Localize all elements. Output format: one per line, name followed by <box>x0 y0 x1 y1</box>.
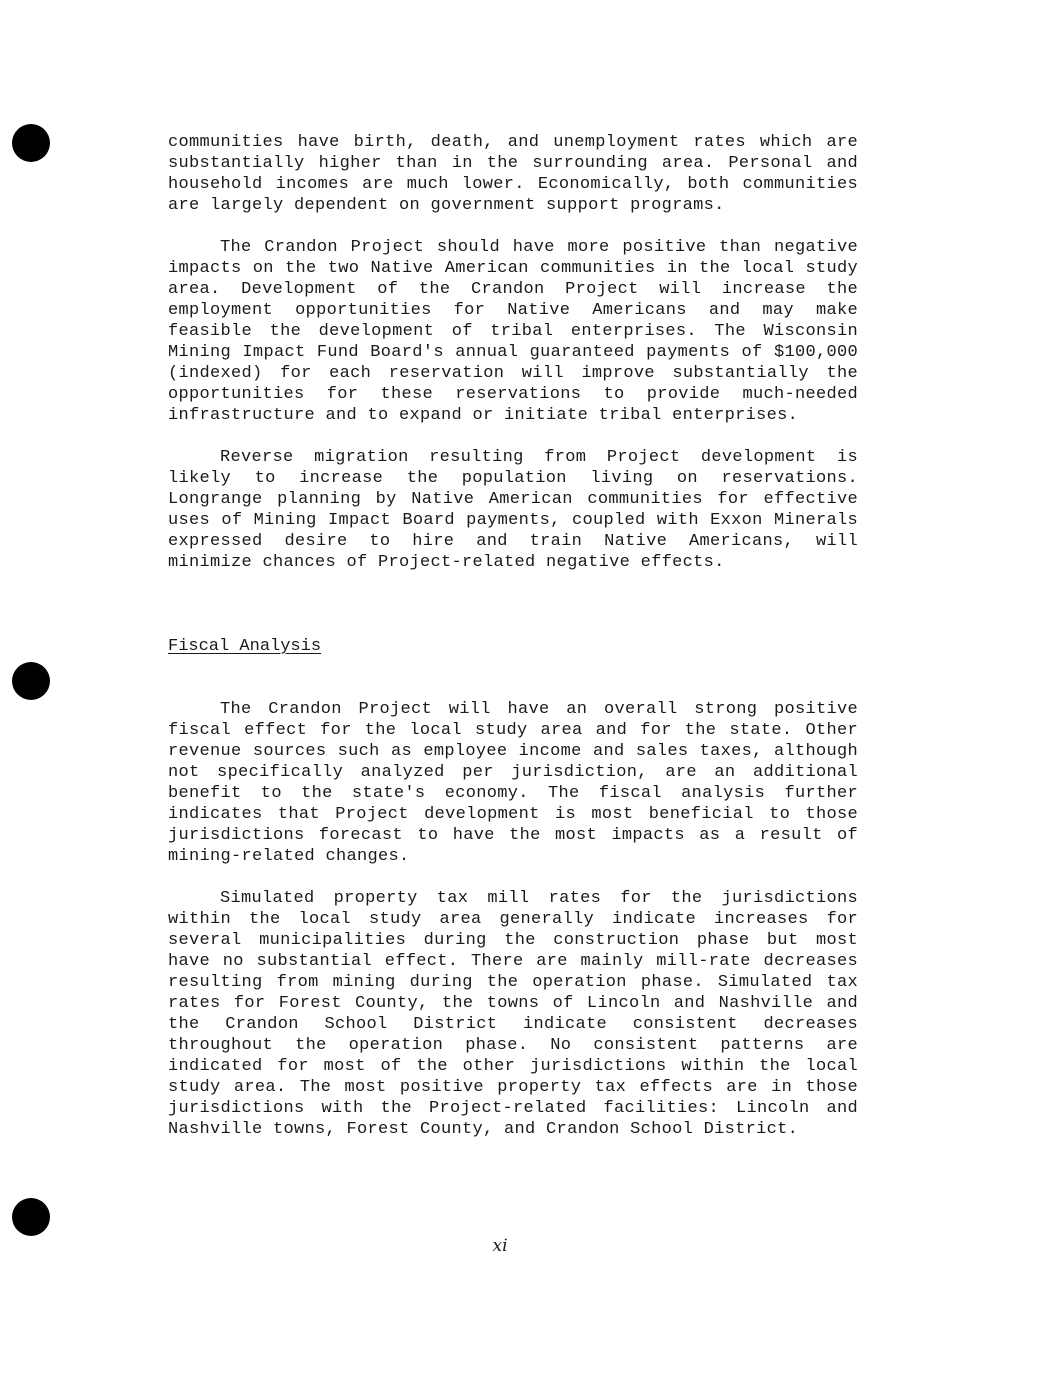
section-heading-fiscal-analysis: Fiscal Analysis <box>168 637 322 656</box>
punch-hole-top <box>12 124 50 162</box>
document-body <box>168 132 858 1140</box>
paragraph-fiscal-effect: The Crandon Project will have an overall strong positive fiscal effect for the local study area and for the state. Other revenue sources such as employee income and sales taxes, although not specifically analyzed per jurisdiction, are an additional benefit to the state's economy. The fiscal analysis further indicates that Project development is most beneficial to those jurisdictions forecast to have the most impacts as a result of mining-related changes. <box>168 700 858 866</box>
paragraph-communities: communities have birth, death, and unemployment rates which are substantially higher than in the surrounding area. Personal and household incomes are much lower. Economically, both communities are largely dependent on government support programs. <box>168 133 858 215</box>
page-number: xi <box>492 1236 508 1256</box>
punch-hole-bottom <box>12 1198 50 1236</box>
paragraph-reverse-migration: Reverse migration resulting from Project development is likely to increase the population living on reservations. Longrange planning by Native American communities for effective uses of Mining Impact Board payments, coupled with Exxon Minerals expressed desire to hire and train Native Americans, will minimize chances of Project-related negative effects. <box>168 448 858 572</box>
paragraph-property-tax: Simulated property tax mill rates for the jurisdictions within the local study area generally indicate increases for several municipalities during the construction phase but most have no substantial effect. There are mainly mill-rate decreases resulting from mining during the operation phase. Simulated tax rates for Forest County, the towns of Lincoln and Nashville and the Crandon School District indicate consistent decreases throughout the operation phase. No consistent patterns are indicated for most of the other jurisdictions within the local study area. The most positive property tax effects are in those jurisdictions with the Project-related facilities: Lincoln and Nashville towns, Forest County, and Crandon School District. <box>168 889 858 1139</box>
paragraph-crandon-impacts: The Crandon Project should have more positive than negative impacts on the two Native American communities in the local study area. Development of the Crandon Project will increase the employment opportunities for Native Americans and may make feasible the development of tribal enterprises. The Wisconsin Mining Impact Fund Board's annual guaranteed payments of $100,000 (indexed) for each reservation will improve substantially the opportunities for these reservations to provide much-needed infrastructure and to expand or initiate tribal enterprises. <box>168 238 858 425</box>
punch-hole-middle <box>12 662 50 700</box>
